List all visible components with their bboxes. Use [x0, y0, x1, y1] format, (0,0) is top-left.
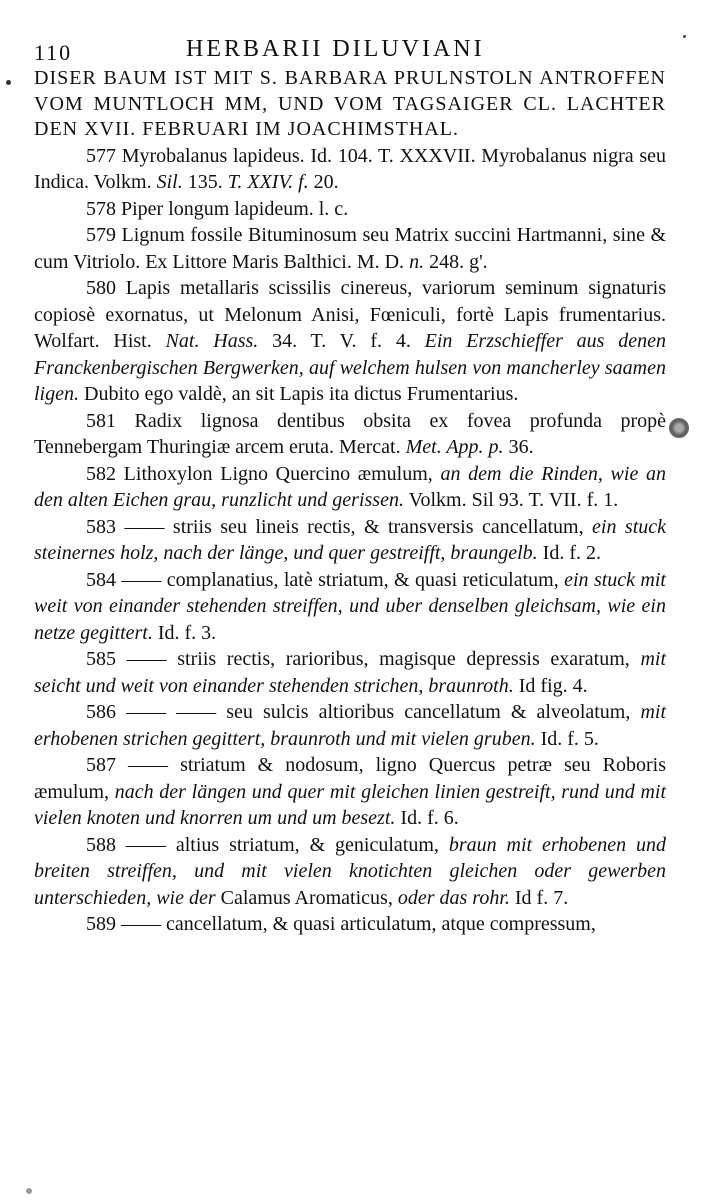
entry-number: 578: [86, 197, 116, 220]
entry-text: Piper longum lapideum. l. c.: [121, 197, 349, 220]
entry-number: 579: [86, 224, 116, 246]
entry-number: 588: [86, 833, 116, 856]
entry-578: [34, 196, 666, 223]
entry-text: 248. g'.: [424, 250, 488, 273]
entry-text: Volkm. Sil 93. T. VII. f. 1.: [403, 489, 619, 511]
entry-580: [34, 275, 666, 408]
entry-number: 585: [86, 648, 116, 670]
entry-text: —— —— seu sulcis altioribus cancellatum & alveolatum,: [126, 701, 641, 723]
entry-text: 36.: [503, 436, 534, 458]
page-header: [34, 30, 666, 66]
entry-text: 135.: [182, 171, 228, 193]
german-description: Met. App. p.: [405, 436, 504, 458]
entry-text: Calamus Aromaticus,: [215, 886, 398, 909]
entry-text: Id. f. 3.: [152, 621, 217, 644]
entry-582: [34, 461, 666, 514]
entry-589: [34, 911, 666, 938]
entry-583: [34, 514, 666, 567]
running-head: HERBARII DILUVIANI: [186, 36, 485, 62]
ink-speck: [683, 35, 686, 38]
entry-text: Radix lignosa dentibus obsita ex fovea profunda propè Tennebergam Thuringiæ arcem eruta. Mercat.: [34, 409, 666, 458]
entry-text: Myrobalanus lapideus. Id. 104. T. XXXVII. Myrobalanus nigra seu Indica. Volkm.: [34, 144, 667, 193]
entry-text: —— altius striatum, & geniculatum,: [125, 833, 449, 856]
ink-speck: [26, 1188, 32, 1194]
german-description: ein stuck mit weit von einander stehenden streiffen, und uber denselben gleichsam, wie ein netze gegittert.: [34, 568, 666, 644]
entry-text: Id. f. 5.: [535, 727, 599, 750]
entry-586: [34, 699, 666, 752]
entry-584: [34, 567, 666, 647]
entry-text: Lithoxylon Ligno Quercino æmulum,: [123, 462, 441, 485]
entry-number: 584: [86, 568, 116, 591]
entry-number: 586: [86, 701, 116, 723]
entry-text: —— striis rectis, rarioribus, magisque depressis exaratum,: [126, 648, 641, 670]
entry-text: Lapis metallaris scissilis cinereus, variorum seminum signaturis copiosè exornatus, ut Melonum Anisi, Fœniculi, fortè Lapis frumentarius. Wolfart. Hist.: [34, 277, 667, 352]
entry-581: [34, 408, 666, 461]
ink-speck: [6, 80, 11, 85]
entry-number: 580: [86, 277, 116, 299]
entry-text: —— striis seu lineis rectis, & transversis cancellatum,: [124, 515, 593, 538]
entry-text: 34. T. V. f. 4.: [258, 330, 425, 352]
inscription: DISER BAUM IST MIT S. BARBARA PRULNSTOLN ANTROFFEN VOM MUNTLOCH MM, UND VOM TAGSAIGER CL. LACHTER DEN XVII. FEBRUARI IM JOACHIMSTHAL.: [34, 67, 666, 140]
german-description: braun mit erhobenen und breiten streiffen, und mit vielen knotichten gleichen oder gewerben unterschieden, wie der: [34, 833, 666, 909]
entry-number: 582: [86, 462, 116, 485]
german-description: mit seicht und weit von einander stehenden strichen, braunroth.: [34, 648, 666, 697]
book-page: [34, 30, 666, 938]
entry-list: [34, 143, 666, 938]
german-description: Sil.: [156, 171, 183, 193]
entry-number: 589: [86, 913, 116, 935]
entry-text: Id fig. 4.: [513, 674, 588, 697]
entry-number: 583: [86, 515, 116, 538]
entry-579: [34, 222, 666, 275]
german-description: T. XXIV. f.: [227, 171, 309, 193]
entry-text: —— complanatius, latè striatum, & quasi reticulatum,: [121, 568, 565, 591]
entry-number: 581: [86, 409, 116, 432]
entry-577: [34, 143, 666, 196]
entry-text: Dubito ego valdè, an sit Lapis ita dictus Frumentarius.: [79, 383, 519, 405]
german-description: n.: [409, 250, 425, 273]
german-description: mit erhobenen strichen gegittert, braunroth und mit vielen gruben.: [34, 701, 666, 750]
german-description: an dem die Rinden, wie an den alten Eichen grau, runzlicht und gerissen.: [34, 462, 666, 511]
german-description: oder das rohr.: [397, 886, 510, 909]
entry-number: 587: [86, 754, 116, 776]
german-description: nach der längen und quer mit gleichen linien gestreift, rund und mit vielen knoten und knorren um und um besezt.: [34, 780, 667, 829]
entry-text: —— striatum & nodosum, ligno Quercus petræ seu Roboris æmulum,: [34, 754, 666, 803]
entry-588: [34, 832, 666, 912]
entry-text: Lignum fossile Bituminosum seu Matrix succini Hartmanni, sine & cum Vitriolo. Ex Littore Maris Balthici. M. D.: [34, 224, 666, 273]
entry-number: 577: [86, 144, 116, 167]
page-number: 110: [34, 40, 73, 65]
entry-text: —— cancellatum, & quasi articulatum, atque compressum,: [121, 913, 596, 935]
entry-587: [34, 752, 666, 832]
entry-text: Id f. 7.: [509, 886, 569, 909]
margin-mark: [669, 418, 689, 438]
german-description: Nat. Hass.: [165, 330, 259, 352]
entry-text: Id. f. 2.: [537, 542, 601, 564]
german-description: Ein Erzschieffer aus denen Franckenbergischen Bergwerken, auf welchem hulsen von mancherley saamen ligen.: [34, 330, 666, 405]
entry-585: [34, 646, 666, 699]
entry-text: 20.: [308, 171, 339, 193]
entry-text: Id. f. 6.: [395, 807, 459, 829]
german-description: ein stuck steinernes holz, nach der länge, und quer gestreifft, braungelb.: [34, 515, 667, 564]
